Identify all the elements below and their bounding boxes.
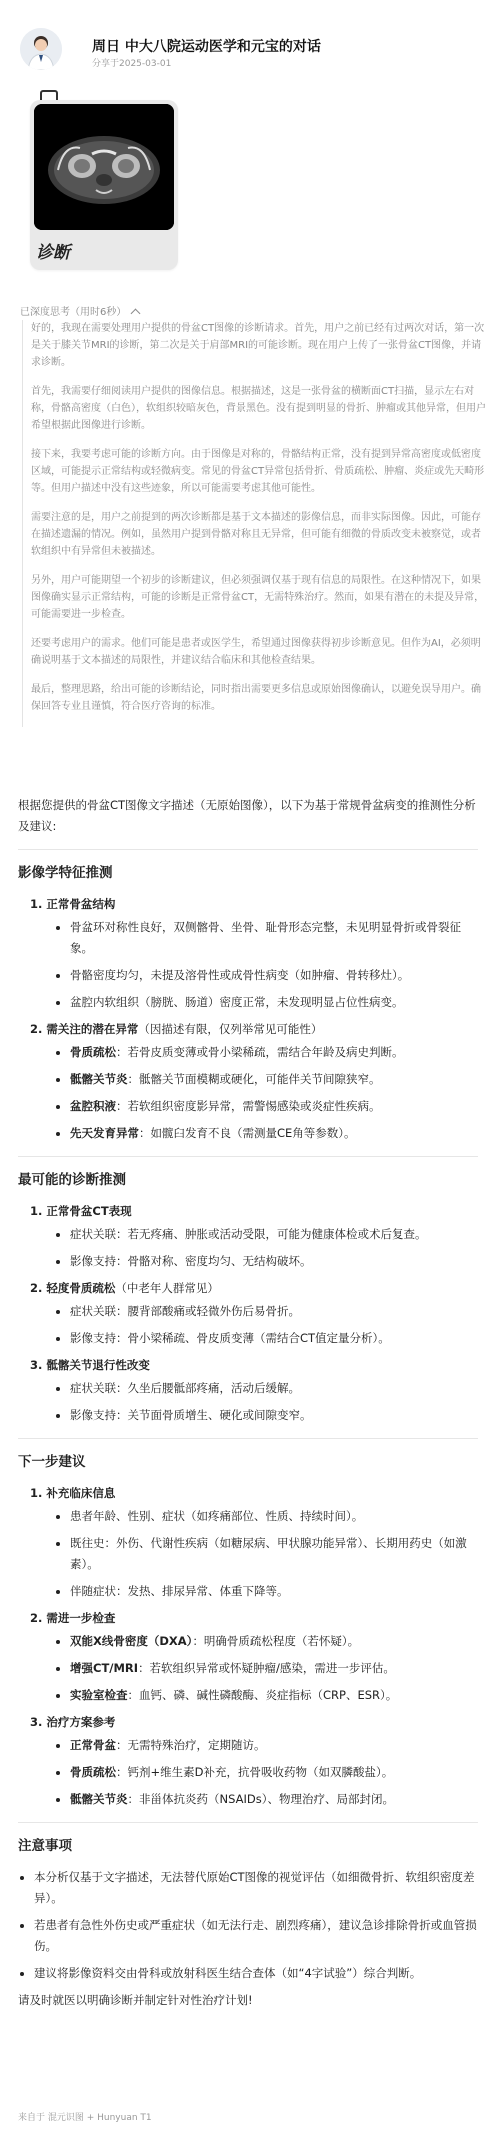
doctor-avatar-icon bbox=[20, 28, 62, 70]
chevron-up-icon bbox=[131, 309, 141, 319]
list-item: • 患者年龄、性别、症状（如疼痛部位、性质、持续时间）。 bbox=[70, 1506, 478, 1527]
list-item: • 骶髂关节炎：非甾体抗炎药（NSAIDs）、物理治疗、局部封闭。 bbox=[70, 1789, 478, 1810]
list-item: • 双能X线骨密度（DXA）：明确骨质疏松程度（若怀疑）。 bbox=[70, 1631, 478, 1652]
list-item: • 骨质疏松：钙剂+维生素D补充，抗骨吸收药物（如双膦酸盐）。 bbox=[70, 1762, 478, 1783]
divider bbox=[18, 849, 478, 850]
ct-image[interactable] bbox=[34, 104, 174, 230]
list-item: • 骶髂关节炎：骶髂关节面模糊或硬化，可能伴关节间隙狭窄。 bbox=[70, 1069, 478, 1090]
card-label: 诊断 bbox=[36, 243, 70, 263]
bullet-list bbox=[18, 1631, 478, 1706]
subsection-title: 1. 正常骨盆结构 bbox=[30, 897, 116, 911]
thinking-paragraph: 最后，整理思路，给出可能的诊断结论，同时指出需要更多信息或原始图像确认，以避免误导用户。确保回答专业且谨慎，符合医疗咨询的标准。 bbox=[31, 684, 481, 712]
divider bbox=[18, 1822, 478, 1823]
thinking-toggle[interactable] bbox=[20, 303, 139, 318]
list-item: • 建议将影像资料交由骨科或放射科医生结合查体（如“4字试验”）综合判断。 bbox=[34, 1963, 478, 1984]
thinking-paragraph: 首先，我需要仔细阅读用户提供的图像信息。根据描述，这是一张骨盆的横断面CT扫描，显示左右对称，骨骼高密度（白色），软组织较暗灰色，背景黑色。没有提到明显的骨折、肿瘤或其他异常，但用户希望根据此图像进行诊断。 bbox=[31, 386, 486, 431]
list-item: • 影像支持：骨小梁稀疏、骨皮质变薄（需结合CT值定量分析）。 bbox=[70, 1328, 478, 1349]
image-message-card[interactable] bbox=[30, 100, 178, 270]
section-heading: 最可能的诊断推测 bbox=[18, 1172, 126, 1188]
list-item: • 若患者有急性外伤史或严重症状（如无法行走、剧烈疼痛），建议急诊排除骨折或血管损伤。 bbox=[34, 1915, 478, 1957]
list-item: • 骨盆环对称性良好，双侧髂骨、坐骨、耻骨形态完整，未见明显骨折或骨裂征象。 bbox=[70, 917, 478, 959]
section-heading: 下一步建议 bbox=[18, 1454, 86, 1470]
thinking-label: 已深度思考（用时6秒） bbox=[20, 307, 127, 318]
pelvis-ct-icon bbox=[34, 104, 174, 230]
list-item: • 先天发育异常：如髋臼发育不良（需测量CE角等参数）。 bbox=[70, 1123, 478, 1144]
list-item: • 症状关联：腰背部酸痛或轻微外伤后易骨折。 bbox=[70, 1301, 478, 1322]
subsection-title: 2. 需进一步检查 bbox=[30, 1611, 116, 1625]
list-item: • 伴随症状：发热、排尿异常、体重下降等。 bbox=[70, 1581, 478, 1602]
list-item: • 本分析仅基于文字描述，无法替代原始CT图像的视觉评估（如细微骨折、软组织密度差异）。 bbox=[34, 1867, 478, 1909]
bullet-list bbox=[18, 1042, 478, 1144]
thinking-content bbox=[22, 320, 487, 727]
list-item: • 增强CT/MRI：若软组织异常或怀疑肿瘤/感染，需进一步评估。 bbox=[70, 1658, 478, 1679]
thinking-paragraph: 还要考虑用户的需求。他们可能是患者或医学生，希望通过图像获得初步诊断意见。但作为AI，必须明确说明基于文本描述的局限性，并建议结合临床和其他检查结果。 bbox=[31, 638, 481, 666]
answer-intro: 根据您提供的骨盆CT图像文字描述（无原始图像），以下为基于常规骨盆病变的推测性分析及建议: bbox=[18, 798, 476, 833]
thinking-paragraph: 好的，我现在需要处理用户提供的骨盆CT图像的诊断请求。首先，用户之前已经有过两次对话，第一次是关于膝关节MRI的诊断，第二次是关于肩部MRI的可能诊断。现在用户上传了一张骨盆CT图像，并请求诊断。 bbox=[31, 323, 485, 368]
bullet-list bbox=[18, 1378, 478, 1426]
list-item: • 既往史：外伤、代谢性疾病（如糖尿病、甲状腺功能异常）、长期用药史（如激素）。 bbox=[70, 1533, 478, 1575]
list-item: • 正常骨盆：无需特殊治疗，定期随访。 bbox=[70, 1735, 478, 1756]
list-item: • 盆腔积液：若软组织密度影异常，需警惕感染或炎症性疾病。 bbox=[70, 1096, 478, 1117]
source-footer: 来自于 混元识图 + Hunyuan T1 bbox=[18, 2113, 152, 2123]
bullet-list bbox=[18, 1224, 478, 1272]
list-item: • 骨骼密度均匀，未提及溶骨性或成骨性病变（如肿瘤、骨转移灶）。 bbox=[70, 965, 478, 986]
list-item: • 实验室检查：血钙、磷、碱性磷酸酶、炎症指标（CRP、ESR）。 bbox=[70, 1685, 478, 1706]
divider bbox=[18, 1438, 478, 1439]
share-date: 分享于2025-03-01 bbox=[92, 59, 172, 69]
page-title: 周日 中大八院运动医学和元宝的对话 bbox=[92, 39, 321, 55]
answer-content bbox=[18, 795, 478, 2011]
section-heading: 影像学特征推测 bbox=[18, 865, 113, 881]
notes-list bbox=[18, 1867, 478, 1984]
list-item: • 影像支持：骨骼对称、密度均匀、无结构破坏。 bbox=[70, 1251, 478, 1272]
thinking-paragraph: 另外，用户可能期望一个初步的诊断建议，但必须强调仅基于现有信息的局限性。在这种情况下，如果图像确实显示正常结构，可能的诊断是正常骨盆CT，无需特殊治疗。然而，如果有潜在的未提及异常，可能需要进一步检查。 bbox=[31, 575, 485, 620]
thinking-paragraph: 需要注意的是，用户之前提到的两次诊断都是基于文本描述的影像信息，而非实际图像。因此，可能存在描述遗漏的情况。例如，虽然用户提到骨骼对称且无异常，但可能有细微的骨质改变未被察觉，或者软组织中有异常但未被描述。 bbox=[31, 512, 481, 557]
thinking-paragraph: 接下来，我要考虑可能的诊断方向。由于图像是对称的，骨骼结构正常，没有提到异常高密度或低密度区域，可能提示正常结构或轻微病变。常见的骨盆CT异常包括骨折、骨质疏松、肿瘤、炎症或先天畸形等。但用户描述中没有这些迹象，所以可能需要考虑其他可能性。 bbox=[31, 449, 485, 494]
subsection-title: 3. 骶髂关节退行性改变 bbox=[30, 1358, 150, 1372]
list-item: • 骨质疏松：若骨皮质变薄或骨小梁稀疏，需结合年龄及病史判断。 bbox=[70, 1042, 478, 1063]
bullet-list bbox=[18, 1735, 478, 1810]
divider bbox=[18, 1156, 478, 1157]
section-heading: 注意事项 bbox=[18, 1838, 72, 1854]
list-item: • 影像支持：关节面骨质增生、硬化或间隙变窄。 bbox=[70, 1405, 478, 1426]
subsection-title: 2. 需关注的潜在异常（因描述有限，仅列举常见可能性） bbox=[30, 1022, 323, 1036]
avatar bbox=[20, 28, 62, 70]
list-item: • 症状关联：久坐后腰骶部疼痛，活动后缓解。 bbox=[70, 1378, 478, 1399]
conversation-header bbox=[0, 0, 498, 80]
list-item: • 盆腔内软组织（膀胱、肠道）密度正常，未发现明显占位性病变。 bbox=[70, 992, 478, 1013]
subsection-title: 3. 治疗方案参考 bbox=[30, 1715, 116, 1729]
bullet-list bbox=[18, 1506, 478, 1602]
subsection-title: 1. 正常骨盆CT表现 bbox=[30, 1204, 132, 1218]
closing-text: 请及时就医以明确诊断并制定针对性治疗计划! bbox=[18, 1993, 253, 2007]
bullet-list bbox=[18, 917, 478, 1013]
list-item: • 症状关联：若无疼痛、肿胀或活动受限，可能为健康体检或术后复查。 bbox=[70, 1224, 478, 1245]
subsection-title: 2. 轻度骨质疏松（中老年人群常见） bbox=[30, 1281, 219, 1295]
subsection-title: 1. 补充临床信息 bbox=[30, 1486, 116, 1500]
bullet-list bbox=[18, 1301, 478, 1349]
